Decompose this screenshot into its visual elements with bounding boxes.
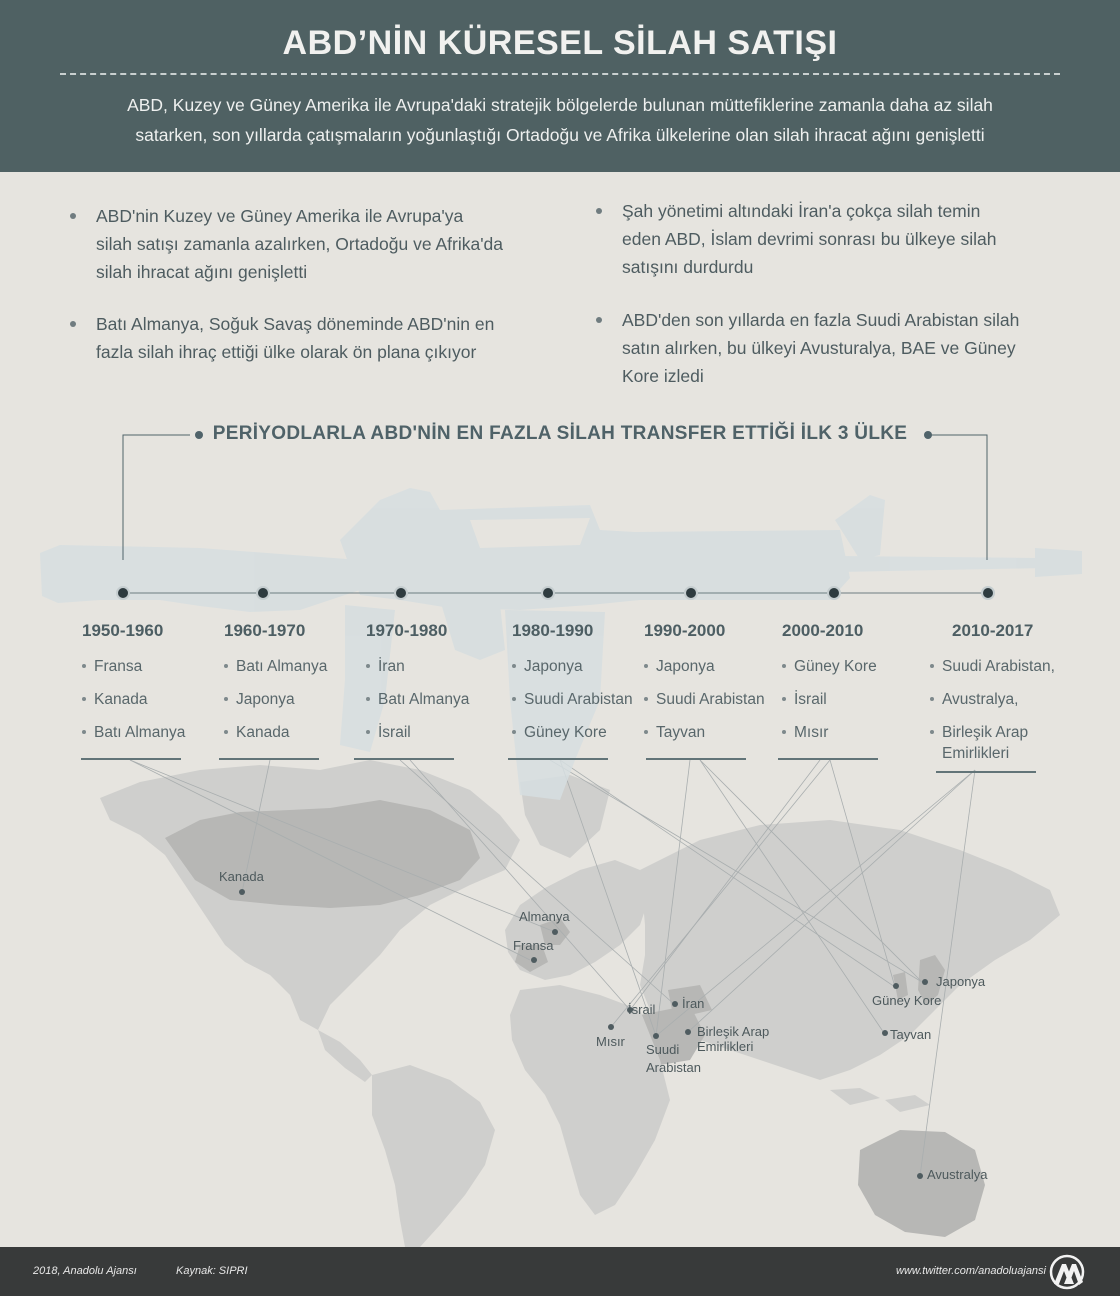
period-divider — [508, 758, 608, 760]
country-list — [930, 657, 1080, 763]
list-item-continuation: Emirlikleri — [942, 745, 1010, 762]
period-2000-2010 — [782, 621, 932, 756]
map-label-line: Suudi — [646, 1042, 680, 1057]
period-label: 2010-2017 — [952, 621, 1034, 640]
period-1990-2000 — [644, 621, 794, 756]
intro-line-2: satarken, son yıllarda çatışmaların yoğunlaştığı Ortadoğu ve Afrika ülkelerine olan silah ihracat ağını genişletti — [135, 125, 985, 145]
list-item: Suudi Arabistan — [512, 690, 662, 709]
aa-logo-icon — [1048, 1254, 1086, 1290]
list-item: Mısır — [782, 723, 932, 742]
period-divider — [81, 758, 181, 760]
footer-bar — [0, 1247, 1120, 1296]
period-1950-1960 — [82, 621, 232, 756]
map-label-line: Emirlikleri — [697, 1039, 754, 1054]
map-label-iran: İran — [682, 996, 705, 1011]
list-item: Japonya — [644, 657, 794, 676]
footer-source: Kaynak: SIPRI — [176, 1265, 248, 1277]
map-label-almanya: Almanya — [519, 909, 570, 924]
map-label-bae — [697, 1024, 769, 1054]
period-label: 1970-1980 — [366, 621, 448, 640]
bullet-4-line-1: ABD'den son yıllarda en fazla Suudi Arabistan silah — [622, 310, 1020, 330]
period-1970-1980 — [366, 621, 516, 756]
period-label: 2000-2010 — [782, 621, 864, 640]
timeline-point-1950 — [117, 587, 129, 599]
bullet-3-line-3: satışını durdurdu — [622, 257, 754, 277]
map-label-misir: Mısır — [596, 1034, 625, 1049]
list-item: Güney Kore — [512, 723, 662, 742]
map-label-line: Birleşik Arap — [697, 1024, 770, 1039]
country-list — [82, 657, 232, 742]
list-item: Suudi Arabistan, — [930, 657, 1080, 676]
list-item: Suudi Arabistan — [644, 690, 794, 709]
timeline-point-1980 — [542, 587, 554, 599]
country-list — [782, 657, 932, 742]
list-item: Fransa — [82, 657, 232, 676]
page-title: ABD’NİN KÜRESEL SİLAH SATIŞI — [282, 24, 838, 62]
list-item: Kanada — [224, 723, 374, 742]
timeline-point-2000 — [828, 587, 840, 599]
period-divider — [646, 758, 746, 760]
bullet-2-line-2: fazla silah ihraç ettiği ülke olarak ön plana çıkıyor — [96, 342, 477, 362]
timeline-point-1970 — [395, 587, 407, 599]
country-list — [366, 657, 516, 742]
map-label-guney-kore: Güney Kore — [872, 993, 942, 1008]
list-item: İran — [366, 657, 516, 676]
period-divider — [354, 758, 454, 760]
list-item: İsrail — [782, 690, 932, 709]
country-list — [224, 657, 374, 742]
period-label: 1950-1960 — [82, 621, 164, 640]
list-item: Kanada — [82, 690, 232, 709]
period-1980-1990 — [512, 621, 662, 756]
period-label: 1990-2000 — [644, 621, 726, 640]
map-label-japonya: Japonya — [936, 974, 986, 989]
period-divider — [936, 771, 1036, 773]
period-divider — [778, 758, 878, 760]
bullet-4-line-3: Kore izledi — [622, 366, 704, 386]
bullet-1-line-3: silah ihracat ağını genişletti — [96, 262, 308, 282]
bullet-4-line-2: satın alırken, bu ülkeyi Avusturalya, BAE ve Güney — [622, 338, 1016, 358]
list-item: Japonya — [512, 657, 662, 676]
timeline-point-2010 — [982, 587, 994, 599]
map-label-suudi-arabistan — [646, 1042, 701, 1075]
list-item: Batı Almanya — [82, 723, 232, 742]
period-label: 1960-1970 — [224, 621, 306, 640]
list-item: Avustralya, — [930, 690, 1080, 709]
list-item: Tayvan — [644, 723, 794, 742]
list-item: Batı Almanya — [366, 690, 516, 709]
intro-line-1: ABD, Kuzey ve Güney Amerika ile Avrupa'daki stratejik bölgelerde bulunan müttefiklerine zamanla daha az silah — [127, 95, 993, 115]
country-list — [644, 657, 794, 742]
list-item: Batı Almanya — [224, 657, 374, 676]
bullet-3-line-2: eden ABD, İslam devrimi sonrası bu ülkeye silah — [622, 229, 997, 249]
list-item: İsrail — [366, 723, 516, 742]
australia-highlight — [858, 1130, 988, 1237]
list-item: Birleşik Arap — [930, 723, 1080, 742]
list-item: Güney Kore — [782, 657, 932, 676]
period-2010-2017 — [930, 621, 1080, 777]
bullet-3-line-1: Şah yönetimi altındaki İran'a çokça silah temin — [622, 201, 981, 221]
footer-copyright: 2018, Anadolu Ajansı — [33, 1265, 137, 1277]
map-label-kanada: Kanada — [219, 869, 264, 884]
timeline-point-1960 — [257, 587, 269, 599]
timeline-point-1990 — [685, 587, 697, 599]
period-label: 1980-1990 — [512, 621, 594, 640]
bullet-1-line-1: ABD'nin Kuzey ve Güney Amerika ile Avrupa'ya — [96, 206, 464, 226]
list-item: Japonya — [224, 690, 374, 709]
map-label-avustralya: Avustralya — [927, 1167, 988, 1182]
map-label-line: Arabistan — [646, 1060, 701, 1075]
map-label-tayvan: Tayvan — [890, 1027, 932, 1042]
period-1960-1970 — [224, 621, 374, 756]
country-list — [512, 657, 662, 742]
period-divider — [219, 758, 319, 760]
bullet-2-line-1: Batı Almanya, Soğuk Savaş döneminde ABD'nin en — [96, 314, 495, 334]
map-label-fransa: Fransa — [513, 938, 554, 953]
map-label-israil: İsrail — [628, 1002, 656, 1017]
bullet-1-line-2: silah satışı zamanla azalırken, Ortadoğu ve Afrika'da — [96, 234, 504, 254]
section-title: PERİYODLARLA ABD'NİN EN FAZLA SİLAH TRANSFER ETTİĞİ İLK 3 ÜLKE — [212, 423, 908, 444]
footer-twitter-link[interactable]: www.twitter.com/anadoluajansi — [896, 1265, 1046, 1277]
